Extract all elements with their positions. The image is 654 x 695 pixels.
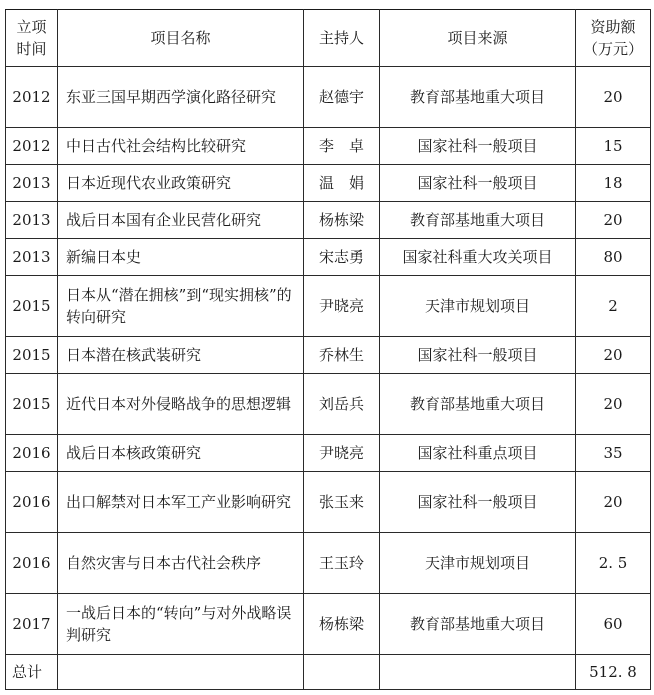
cell-amount: 20 [576, 67, 651, 128]
cell-source: 国家社科一般项目 [380, 336, 576, 373]
table-row [6, 336, 651, 373]
cell-name: 一战后日本的“转向”与对外战略误判研究 [58, 593, 304, 654]
cell-amount: 80 [576, 238, 651, 275]
table-row [6, 434, 651, 471]
table-row [6, 201, 651, 238]
cell-source: 教育部基地重大项目 [380, 373, 576, 434]
cell-source: 国家社科重大攻关项目 [380, 238, 576, 275]
cell-source: 国家社科一般项目 [380, 164, 576, 201]
cell-host: 张玉来 [304, 471, 380, 532]
table-row [6, 593, 651, 654]
cell-amount: 2 [576, 275, 651, 336]
cell-year: 2016 [6, 532, 58, 593]
cell-host: 赵德宇 [304, 67, 380, 128]
cell-host: 乔林生 [304, 336, 380, 373]
cell-name: 日本潜在核武装研究 [58, 336, 304, 373]
cell-amount: 20 [576, 373, 651, 434]
header-host: 主持人 [304, 10, 380, 67]
cell-year: 2017 [6, 593, 58, 654]
table-row [6, 373, 651, 434]
projects-table [5, 9, 651, 690]
header-amount: 资助额 （万元） [576, 10, 651, 67]
cell-name: 东亚三国早期西学演化路径研究 [58, 67, 304, 128]
cell-host: 宋志勇 [304, 238, 380, 275]
cell-amount: 60 [576, 593, 651, 654]
total-label: 总计 [6, 655, 58, 690]
cell-name: 自然灾害与日本古代社会秩序 [58, 532, 304, 593]
cell-name: 近代日本对外侵略战争的思想逻辑 [58, 373, 304, 434]
header-row [6, 10, 651, 67]
cell-host: 刘岳兵 [304, 373, 380, 434]
cell-name: 战后日本核政策研究 [58, 434, 304, 471]
cell-amount: 2. 5 [576, 532, 651, 593]
table-row [6, 471, 651, 532]
cell-year: 2016 [6, 434, 58, 471]
cell-name: 中日古代社会结构比较研究 [58, 128, 304, 165]
cell-source: 国家社科一般项目 [380, 471, 576, 532]
cell-name: 出口解禁对日本军工产业影响研究 [58, 471, 304, 532]
total-empty-2 [304, 655, 380, 690]
cell-host: 尹晓亮 [304, 434, 380, 471]
cell-source: 天津市规划项目 [380, 275, 576, 336]
cell-year: 2015 [6, 275, 58, 336]
total-empty-3 [380, 655, 576, 690]
cell-source: 国家社科一般项目 [380, 128, 576, 165]
cell-year: 2015 [6, 373, 58, 434]
cell-name: 日本从“潜在拥核”到“现实拥核”的转向研究 [58, 275, 304, 336]
cell-amount: 20 [576, 201, 651, 238]
cell-host: 杨栋梁 [304, 201, 380, 238]
header-year: 立项 时间 [6, 10, 58, 67]
cell-year: 2013 [6, 238, 58, 275]
header-source: 项目来源 [380, 10, 576, 67]
cell-amount: 15 [576, 128, 651, 165]
table-row [6, 164, 651, 201]
cell-host: 王玉玲 [304, 532, 380, 593]
cell-year: 2012 [6, 67, 58, 128]
cell-host: 温 娟 [304, 164, 380, 201]
cell-year: 2013 [6, 201, 58, 238]
cell-host: 杨栋梁 [304, 593, 380, 654]
cell-amount: 20 [576, 471, 651, 532]
table-row [6, 275, 651, 336]
cell-name: 日本近现代农业政策研究 [58, 164, 304, 201]
cell-amount: 18 [576, 164, 651, 201]
cell-host: 尹晓亮 [304, 275, 380, 336]
cell-name: 战后日本国有企业民营化研究 [58, 201, 304, 238]
cell-source: 教育部基地重大项目 [380, 593, 576, 654]
total-amount: 512. 8 [576, 655, 651, 690]
table-row [6, 128, 651, 165]
cell-year: 2016 [6, 471, 58, 532]
table-row [6, 238, 651, 275]
cell-year: 2015 [6, 336, 58, 373]
cell-amount: 20 [576, 336, 651, 373]
header-name: 项目名称 [58, 10, 304, 67]
cell-name: 新编日本史 [58, 238, 304, 275]
cell-source: 天津市规划项目 [380, 532, 576, 593]
cell-source: 教育部基地重大项目 [380, 201, 576, 238]
cell-amount: 35 [576, 434, 651, 471]
table-row [6, 67, 651, 128]
table-row [6, 532, 651, 593]
total-row [6, 655, 651, 690]
cell-year: 2012 [6, 128, 58, 165]
cell-host: 李 卓 [304, 128, 380, 165]
cell-year: 2013 [6, 164, 58, 201]
total-empty-1 [58, 655, 304, 690]
cell-source: 教育部基地重大项目 [380, 67, 576, 128]
cell-source: 国家社科重点项目 [380, 434, 576, 471]
